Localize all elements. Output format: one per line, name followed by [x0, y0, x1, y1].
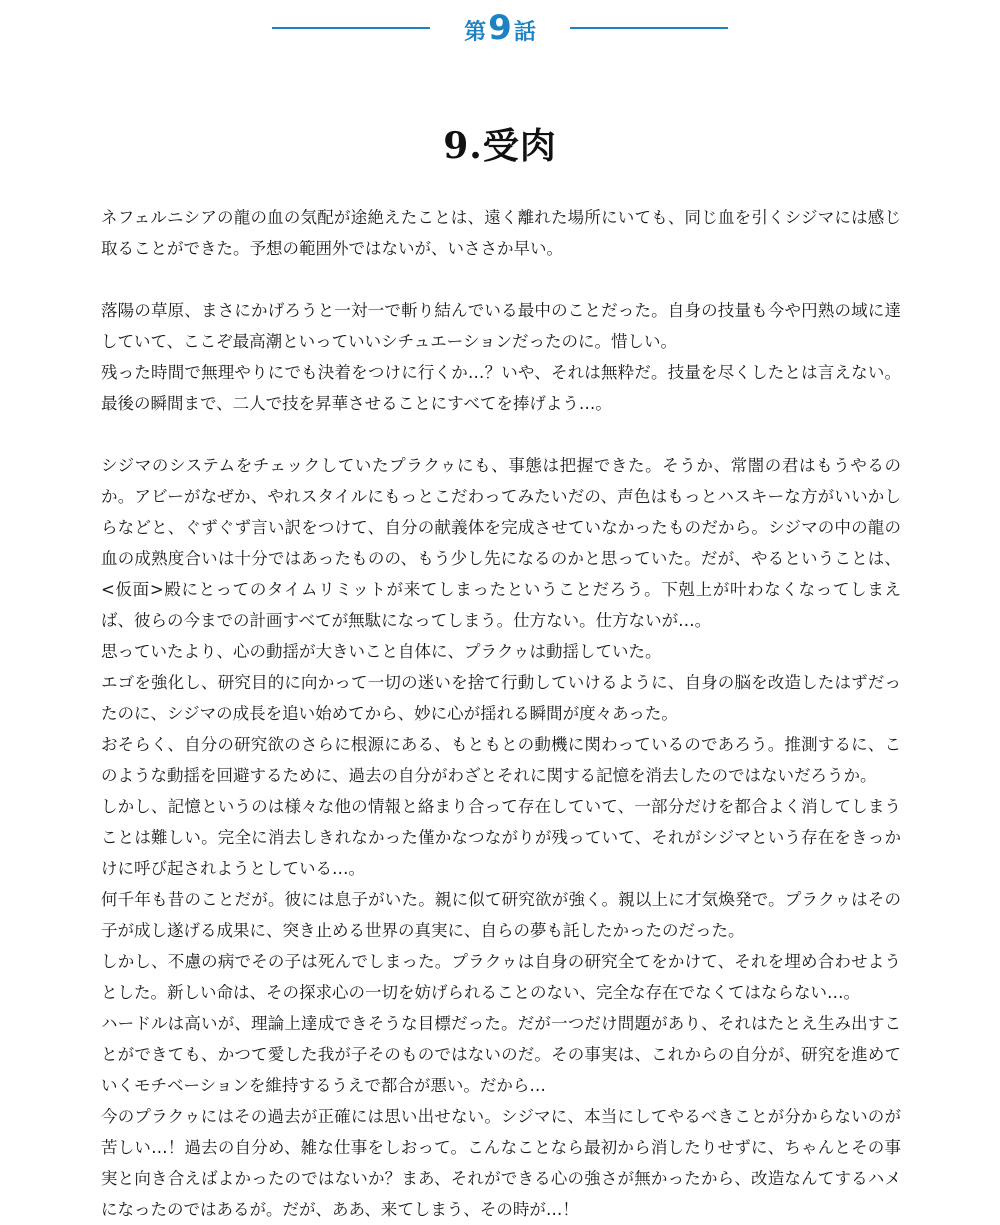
header-divider-left	[272, 27, 430, 29]
chapter-number-label	[464, 8, 536, 48]
paragraph: エゴを強化し、研究目的に向かって一切の迷いを捨て行動していけるように、自身の脳を改造したはずだったのに、シジマの成長を追い始めてから、妙に心が揺れる瞬間が度々あった。	[101, 673, 901, 723]
paragraph: 何千年も昔のことだが。彼には息子がいた。親に似て研究欲が強く。親以上に才気煥発で。プラクゥはその子が成し遂げる成果に、突き止める世界の真実に、自らの夢も託したかったのだった。	[101, 890, 901, 940]
paragraph: ネフェルニシアの龍の血の気配が途絶えたことは、遠く離れた場所にいても、同じ血を引くシジマには感じ取ることができた。予想の範囲外ではないが、いささか早い。	[101, 208, 901, 258]
chapter-title: 9.受肉	[443, 125, 557, 167]
paragraph: 残った時間で無理やりにでも決着をつけに行くか…？いや、それは無粋だ。技量を尽くしたとは言えない。最後の瞬間まで、二人で技を昇華させることにすべてを捧げよう…。	[101, 363, 901, 413]
paragraph: シジマのシステムをチェックしていたプラクゥにも、事態は把握できた。そうか、常闇の君はもうやるのか。アビーがなぜか、やれスタイルにもっとこだわってみたいだの、声色はもっとハスキーな方がいいかしらなどと、ぐずぐず言い訳をつけて、自分の献義体を完成させていなかったものだから。シジマの中の龍の血の成熟度合いは十分ではあったものの、もう少し先になるのかと思っていた。だが、やるということは、<仮面>殿にとってのタイムリミットが来てしまったということだろう。下剋上が叶わなくなってしまえば、彼らの今までの計画すべてが無駄になってしまう。仕方ない。仕方ないが…。	[101, 456, 901, 630]
story-body	[101, 202, 901, 1225]
paragraph: 落陽の草原、まさにかげろうと一対一で斬り結んでいる最中のことだった。自身の技量も今や円熟の域に達していて、ここぞ最高潮といっていいシチュエーションだったのに。惜しい。	[101, 301, 902, 351]
paragraph-spacer	[101, 419, 901, 450]
chapter-number: 9	[488, 8, 512, 48]
paragraph: 今のプラクゥにはその過去が正確には思い出せない。シジマに、本当にしてやるべきことが分からないのが苦しい…！過去の自分め、雑な仕事をしおって。こんなことなら最初から消したりせずに、ちゃんとその事実と向き合えばよかったのではないか？まあ、それができる心の強さが無かったから、改造なんてするハメになったのではあるが。だが、ああ、来てしまう、その時が…！	[101, 1107, 901, 1219]
chapter-suffix: 話	[513, 19, 536, 45]
chapter-prefix: 第	[464, 19, 487, 45]
paragraph: 思っていたより、心の動揺が大きいこと自体に、プラクゥは動揺していた。	[101, 642, 662, 661]
paragraph: おそらく、自分の研究欲のさらに根源にある、もともとの動機に関わっているのであろう。推測するに、このような動揺を回避するために、過去の自分がわざとそれに関する記憶を消去したのではないだろうか。	[101, 735, 901, 785]
paragraph: ハードルは高いが、理論上達成できそうな目標だった。だが一つだけ問題があり、それはたとえ生み出すことができても、かつて愛した我が子そのものではないのだ。その事実は、これからの自分が、研究を進めていくモチベーションを維持するうえで都合が悪い。だから…	[101, 1014, 902, 1095]
chapter-header	[0, 8, 1000, 48]
paragraph: しかし、不慮の病でその子は死んでしまった。プラクゥは自身の研究全てをかけて、それを埋め合わせようとした。新しい命は、その探求心の一切を妨げられることのない、完全な存在でなくてはならない…。	[101, 952, 901, 1002]
paragraph: しかし、記憶というのは様々な他の情報と絡まり合って存在していて、一部分だけを都合よく消してしまうことは難しい。完全に消去しきれなかった僅かなつながりが残っていて、それがシジマという存在をきっかけに呼び起されようとしている…。	[101, 797, 901, 878]
paragraph-spacer	[101, 264, 901, 295]
header-divider-right	[570, 27, 728, 29]
